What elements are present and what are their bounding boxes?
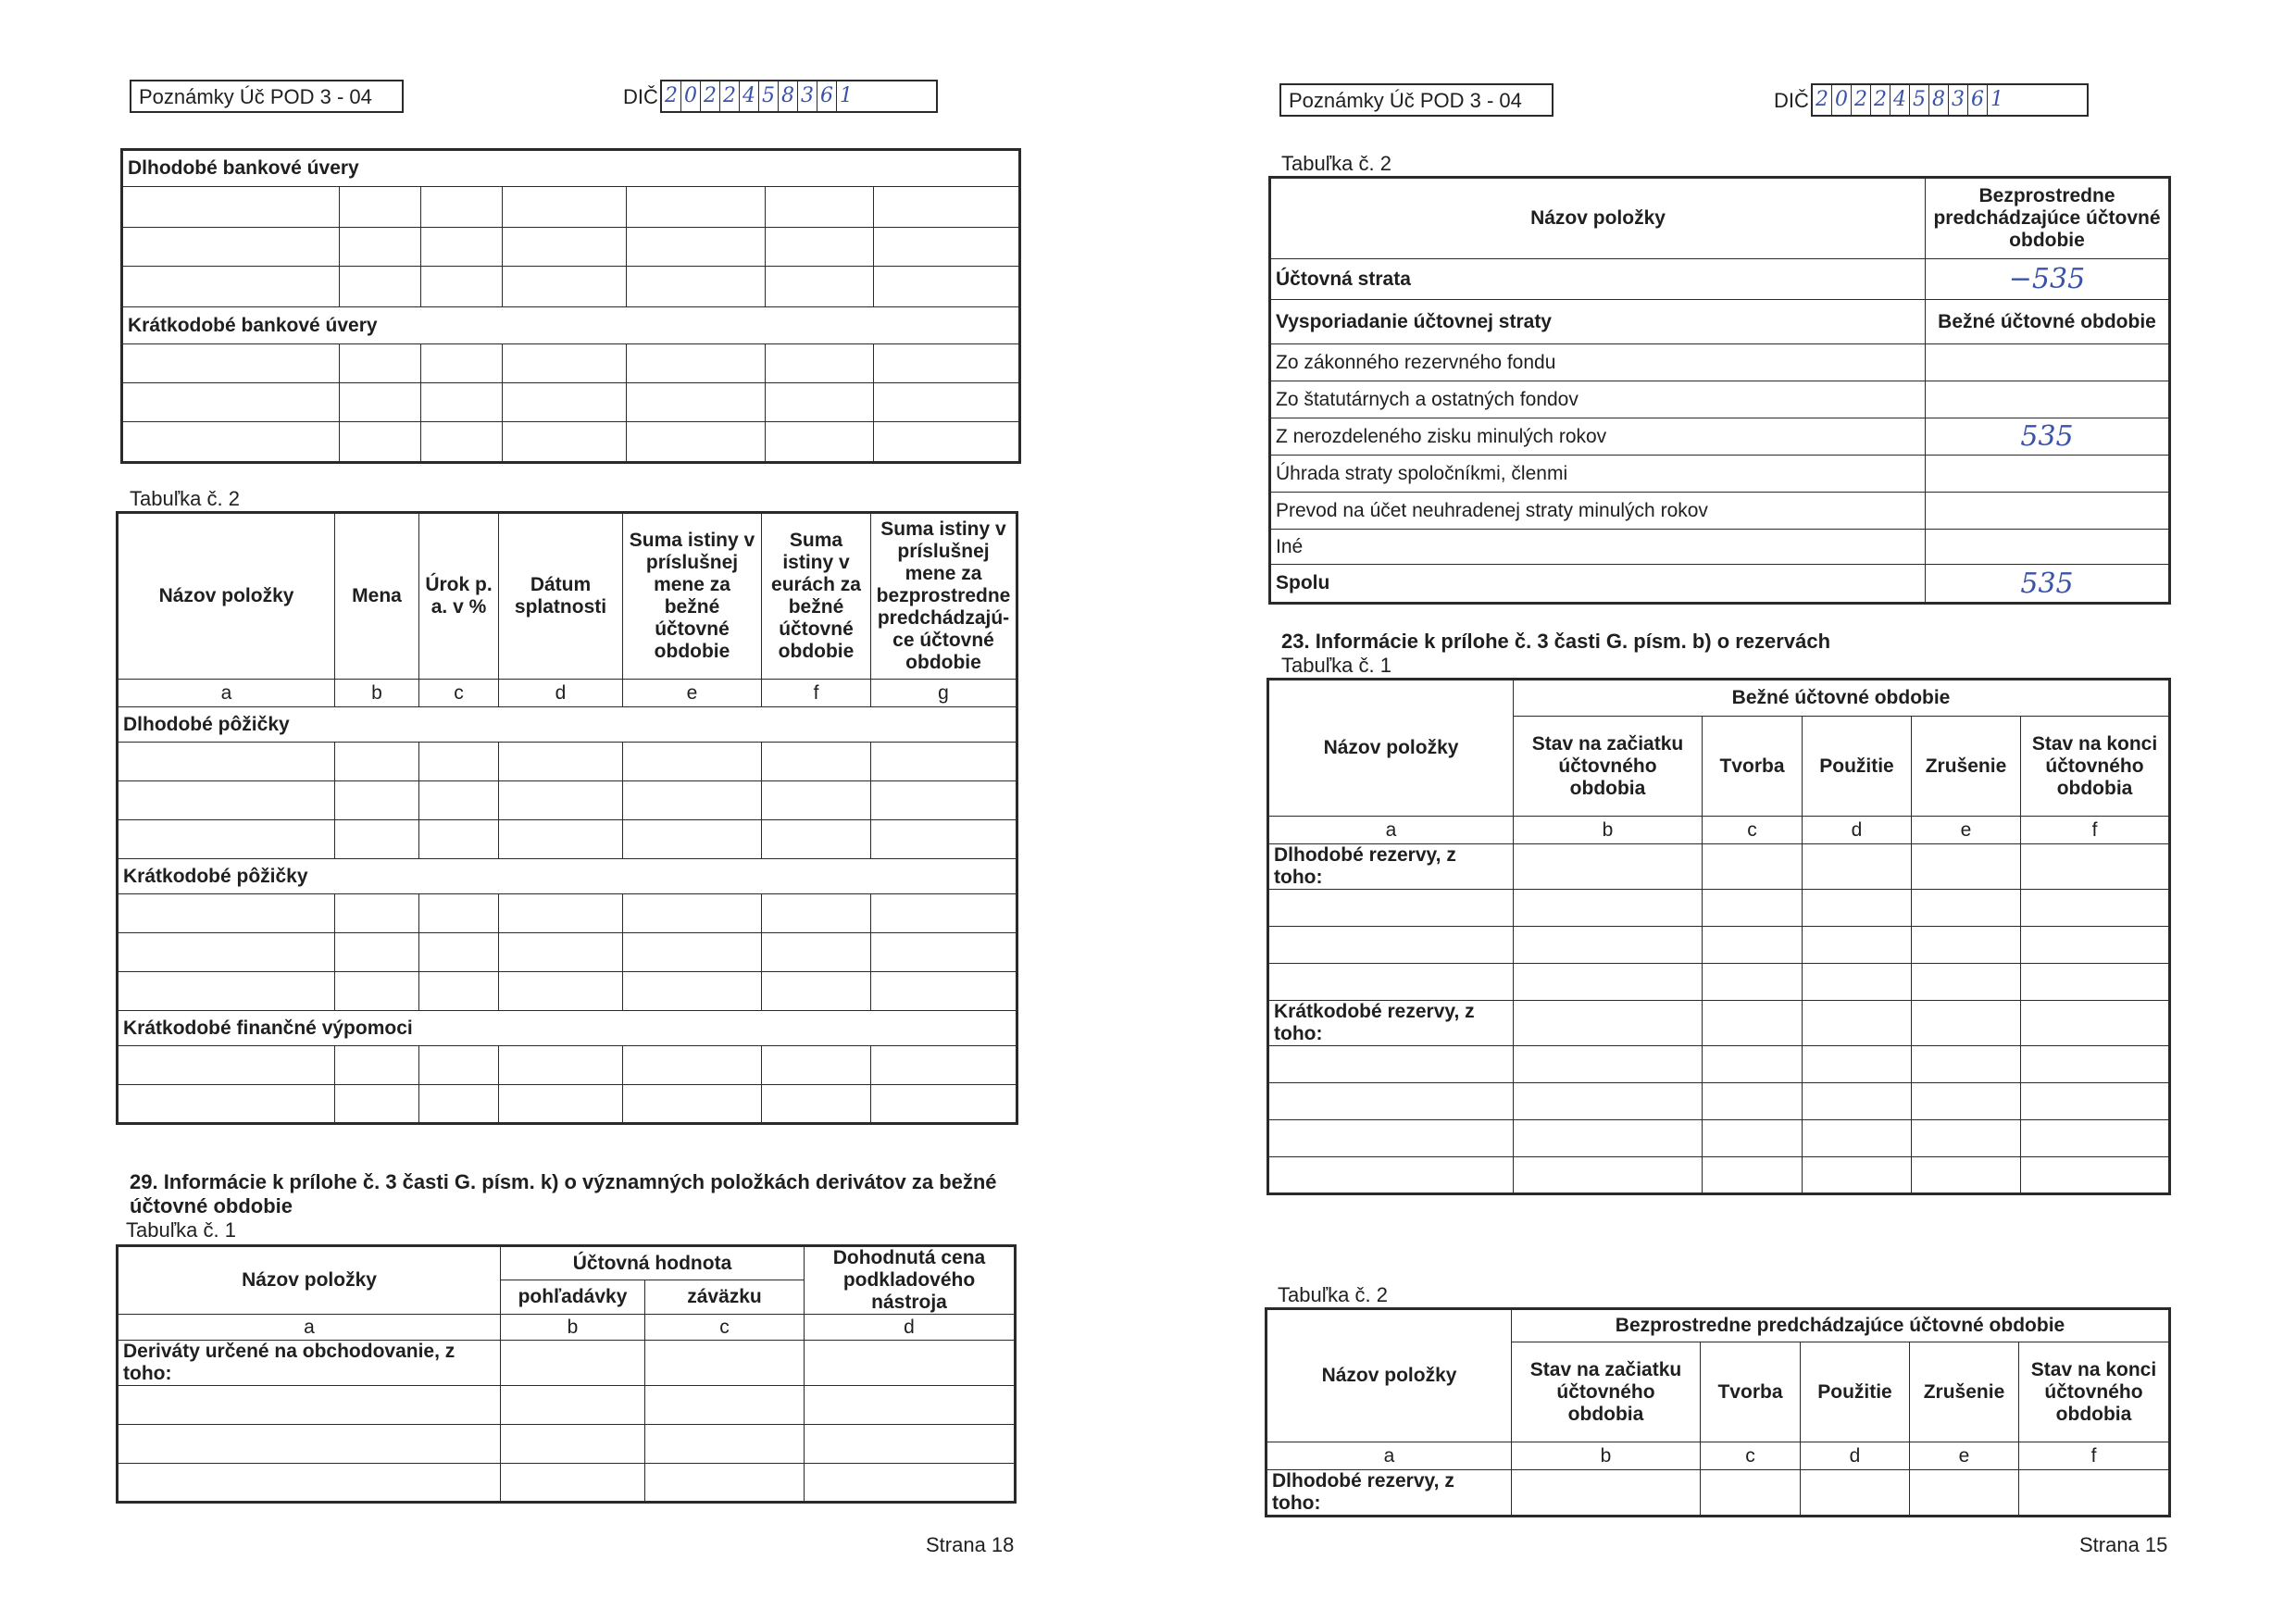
- cell[interactable]: [122, 187, 340, 228]
- total-label: Spolu: [1270, 565, 1926, 604]
- cell[interactable]: [1514, 964, 1703, 1001]
- form-id: Poznámky Úč POD 3 - 04: [1289, 89, 1522, 112]
- cell[interactable]: [2021, 1001, 2170, 1046]
- cell[interactable]: [645, 1425, 805, 1464]
- col-header-payables: záväzku: [645, 1280, 805, 1315]
- cell[interactable]: [874, 228, 1020, 267]
- col-letter: c: [645, 1315, 805, 1341]
- col-letter: f: [2019, 1442, 2170, 1470]
- col-header-interest: Úrok p. a. v %: [419, 513, 499, 680]
- cell[interactable]: [623, 894, 762, 933]
- cell[interactable]: [335, 894, 419, 933]
- col-header-principal-eur: Suma istiny v eurách za bežné účtovné obdobie: [762, 513, 871, 680]
- col-header-usage: Použitie: [1801, 1342, 1910, 1442]
- page-number: Strana 18: [926, 1533, 1015, 1556]
- cell[interactable]: [627, 422, 766, 463]
- cell[interactable]: [340, 187, 421, 228]
- col-header-name: Názov položky: [1270, 178, 1926, 259]
- col-header-usage: Použitie: [1803, 717, 1912, 817]
- cell[interactable]: [762, 781, 871, 820]
- cell[interactable]: [871, 781, 1017, 820]
- cell[interactable]: [1268, 890, 1514, 927]
- cell[interactable]: [645, 1386, 805, 1425]
- dic-digit: 8: [779, 81, 798, 111]
- col-letter: a: [1267, 1442, 1512, 1470]
- col-header-agreed-price: Dohodnutá cena podkladového nástroja: [805, 1246, 1016, 1315]
- loss-settlement-table: [1268, 176, 2171, 605]
- right-page: [1148, 0, 2296, 1623]
- cell[interactable]: [762, 820, 871, 859]
- dic-label: [1774, 89, 1809, 113]
- settlement-row-value[interactable]: [1926, 493, 2170, 530]
- cell[interactable]: [2021, 1046, 2170, 1083]
- cell[interactable]: [1912, 1157, 2021, 1194]
- cell[interactable]: [1803, 1083, 1912, 1120]
- cell[interactable]: [871, 820, 1017, 859]
- cell[interactable]: [419, 894, 499, 933]
- section-23-title: 23. Informácie k prílohe č. 3 časti G. písm. b) o rezervách: [1281, 630, 1831, 653]
- cell[interactable]: [1803, 844, 1912, 890]
- dic-digit: 2: [1813, 85, 1832, 115]
- cell[interactable]: [503, 228, 627, 267]
- accounting-loss-label: Účtovná strata: [1270, 259, 1926, 300]
- settlement-row-value[interactable]: [1926, 530, 2170, 565]
- cell[interactable]: [623, 933, 762, 972]
- cell[interactable]: [1514, 890, 1703, 927]
- cell[interactable]: [1912, 844, 2021, 890]
- cell[interactable]: [766, 228, 874, 267]
- col-header-creation: Tvorba: [1701, 1342, 1801, 1442]
- dic-digit: 4: [740, 81, 759, 111]
- cell[interactable]: [499, 820, 623, 859]
- col-letter: c: [419, 680, 499, 707]
- cell[interactable]: [503, 383, 627, 422]
- cell[interactable]: [419, 1046, 499, 1085]
- cell[interactable]: [766, 422, 874, 463]
- cell[interactable]: [1803, 1157, 1912, 1194]
- col-letter: f: [2021, 817, 2170, 844]
- cell[interactable]: [1703, 927, 1803, 964]
- cell[interactable]: [335, 820, 419, 859]
- cell[interactable]: [499, 1085, 623, 1124]
- long-term-provisions-label: Dlhodobé rezervy, z toho:: [1267, 1470, 1512, 1517]
- cell[interactable]: [1803, 1001, 1912, 1046]
- dic-label-text: DIČ: [623, 85, 658, 108]
- cell[interactable]: [871, 1085, 1017, 1124]
- cell[interactable]: [421, 267, 503, 307]
- page-number: Strana 15: [2079, 1533, 2168, 1556]
- cell[interactable]: [1703, 844, 1803, 890]
- cell[interactable]: [805, 1341, 1016, 1386]
- cell[interactable]: [118, 1386, 501, 1425]
- cell[interactable]: [1803, 890, 1912, 927]
- dic-digit: 1: [840, 84, 853, 107]
- col-letter: f: [762, 680, 871, 707]
- cell[interactable]: [805, 1425, 1016, 1464]
- cell[interactable]: [627, 187, 766, 228]
- cell[interactable]: [623, 972, 762, 1011]
- cell[interactable]: [340, 383, 421, 422]
- cell[interactable]: [1512, 1470, 1701, 1517]
- cell[interactable]: [2021, 1083, 2170, 1120]
- cell[interactable]: [623, 743, 762, 781]
- cell[interactable]: [1268, 1046, 1514, 1083]
- col-header-prev-period: Bezprostredne predchádzajúce účtovné obdobie: [1926, 178, 2170, 259]
- cell[interactable]: [874, 422, 1020, 463]
- col-letter: c: [1701, 1442, 1801, 1470]
- cell[interactable]: [762, 1046, 871, 1085]
- cell[interactable]: [501, 1464, 645, 1503]
- cell[interactable]: [421, 422, 503, 463]
- cell[interactable]: [340, 267, 421, 307]
- col-letter: d: [805, 1315, 1016, 1341]
- cell[interactable]: [122, 344, 340, 383]
- col-letter: e: [1912, 817, 2021, 844]
- col-letter: a: [1268, 817, 1514, 844]
- cell[interactable]: [2021, 964, 2170, 1001]
- cell[interactable]: [871, 894, 1017, 933]
- cell[interactable]: [1912, 1120, 2021, 1157]
- cell[interactable]: [118, 781, 335, 820]
- dic-digit: 4: [1890, 85, 1910, 115]
- cell[interactable]: [627, 267, 766, 307]
- cell[interactable]: [419, 781, 499, 820]
- cell[interactable]: [871, 933, 1017, 972]
- bank-loans-table: [120, 148, 1021, 464]
- cell[interactable]: [2021, 890, 2170, 927]
- cell[interactable]: [503, 267, 627, 307]
- dic-number-boxes: [660, 80, 938, 113]
- col-letter: d: [1803, 817, 1912, 844]
- cell[interactable]: [335, 972, 419, 1011]
- cell[interactable]: [1268, 1157, 1514, 1194]
- cell[interactable]: [501, 1341, 645, 1386]
- cell[interactable]: [122, 422, 340, 463]
- cell[interactable]: [1514, 1046, 1703, 1083]
- col-letter: b: [1512, 1442, 1701, 1470]
- col-header-name: Názov položky: [1268, 680, 1514, 817]
- settlement-row-label: Úhrada straty spoločníkmi, členmi: [1270, 456, 1926, 493]
- cell[interactable]: [766, 344, 874, 383]
- col-header-cancellation: Zrušenie: [1910, 1342, 2019, 1442]
- settlement-row-label: Prevod na účet neuhradenej straty minulých rokov: [1270, 493, 1926, 530]
- dic-digit: 2: [701, 81, 720, 111]
- dic-digit: 0: [1832, 85, 1852, 115]
- cell[interactable]: [1514, 927, 1703, 964]
- settlement-row-value[interactable]: [1926, 344, 2170, 381]
- cell[interactable]: [501, 1425, 645, 1464]
- settlement-row-label: Zo zákonného rezervného fondu: [1270, 344, 1926, 381]
- cell[interactable]: [499, 894, 623, 933]
- cell[interactable]: [503, 422, 627, 463]
- col-header-name: Názov položky: [118, 1246, 501, 1315]
- form-id-box: [1279, 83, 1554, 117]
- cell[interactable]: [1268, 927, 1514, 964]
- col-letter: e: [1910, 1442, 2019, 1470]
- cell[interactable]: [340, 344, 421, 383]
- cell[interactable]: [1514, 1083, 1703, 1120]
- cell[interactable]: [499, 781, 623, 820]
- col-letter: d: [499, 680, 623, 707]
- cell[interactable]: [118, 933, 335, 972]
- loans-table: [116, 511, 1018, 1125]
- col-header-current-period: Bežné účtovné obdobie: [1926, 300, 2170, 344]
- cell[interactable]: [874, 344, 1020, 383]
- cell[interactable]: [1912, 890, 2021, 927]
- cell[interactable]: [335, 1046, 419, 1085]
- cell[interactable]: [1703, 1001, 1803, 1046]
- settlement-row-label: Iné: [1270, 530, 1926, 565]
- cell[interactable]: [118, 894, 335, 933]
- cell[interactable]: [1803, 1120, 1912, 1157]
- short-term-bank-loans-label: Krátkodobé bankové úvery: [122, 307, 1020, 344]
- col-letter: g: [871, 680, 1017, 707]
- dic-digit: 0: [681, 81, 701, 111]
- cell[interactable]: [421, 187, 503, 228]
- dic-digit: 5: [759, 81, 779, 111]
- dic-digit: 2: [662, 81, 681, 111]
- cell[interactable]: [118, 972, 335, 1011]
- col-letter: e: [623, 680, 762, 707]
- cell[interactable]: [1912, 1001, 2021, 1046]
- dic-digit: 2: [1871, 85, 1890, 115]
- dic-digit: 3: [1949, 85, 1968, 115]
- cell[interactable]: [1268, 1083, 1514, 1120]
- cell[interactable]: [874, 383, 1020, 422]
- dic-digit: 2: [1852, 85, 1871, 115]
- cell[interactable]: [874, 267, 1020, 307]
- settlement-row-value[interactable]: [1926, 456, 2170, 493]
- col-letter: c: [1703, 817, 1803, 844]
- dic-digit: 3: [798, 81, 817, 111]
- cell[interactable]: [421, 228, 503, 267]
- cell[interactable]: [623, 1085, 762, 1124]
- cell[interactable]: [762, 743, 871, 781]
- cell[interactable]: [2021, 927, 2170, 964]
- cell[interactable]: [805, 1386, 1016, 1425]
- cell[interactable]: [118, 1046, 335, 1085]
- col-header-closing-balance: Stav na konci účtovného obdobia: [2021, 717, 2170, 817]
- cell[interactable]: [419, 820, 499, 859]
- cell[interactable]: [1703, 1046, 1803, 1083]
- col-header-opening-balance: Stav na začiatku účtovného obdobia: [1514, 717, 1703, 817]
- col-letter: a: [118, 680, 335, 707]
- dic-label-text: DIČ: [1774, 89, 1809, 112]
- cell[interactable]: [118, 1085, 335, 1124]
- dic-digit: 8: [1929, 85, 1949, 115]
- cell[interactable]: [118, 820, 335, 859]
- cell[interactable]: [1703, 890, 1803, 927]
- cell[interactable]: [1910, 1470, 2019, 1517]
- cell[interactable]: [499, 1046, 623, 1085]
- dic-digit: 1: [1990, 88, 2003, 111]
- cell[interactable]: [623, 1046, 762, 1085]
- cell[interactable]: [1803, 964, 1912, 1001]
- cell[interactable]: [118, 1425, 501, 1464]
- cell[interactable]: [627, 383, 766, 422]
- cell[interactable]: [340, 422, 421, 463]
- col-header-currency: Mena: [335, 513, 419, 680]
- cell[interactable]: [2021, 844, 2170, 890]
- cell[interactable]: [645, 1341, 805, 1386]
- form-id: Poznámky Úč POD 3 - 04: [139, 85, 372, 108]
- cell[interactable]: [335, 743, 419, 781]
- col-header-current-period: Bežné účtovné obdobie: [1514, 680, 2170, 717]
- long-term-provisions-label: Dlhodobé rezervy, z toho:: [1268, 844, 1514, 890]
- cell[interactable]: [1912, 1046, 2021, 1083]
- accounting-loss-value[interactable]: −535: [1926, 259, 2170, 300]
- cell[interactable]: [766, 187, 874, 228]
- cell[interactable]: [2019, 1470, 2170, 1517]
- table2-caption: Tabuľka č. 2: [1281, 152, 1391, 175]
- cell[interactable]: [421, 383, 503, 422]
- col-header-name: Názov položky: [1267, 1309, 1512, 1442]
- settlement-row-label: Z nerozdeleného zisku minulých rokov: [1270, 418, 1926, 456]
- cell[interactable]: [118, 1464, 501, 1503]
- cell[interactable]: [871, 1046, 1017, 1085]
- cell[interactable]: [118, 743, 335, 781]
- provisions-prev-table: [1265, 1307, 2171, 1517]
- cell[interactable]: [335, 933, 419, 972]
- cell[interactable]: [623, 820, 762, 859]
- cell[interactable]: [419, 1085, 499, 1124]
- cell[interactable]: [501, 1386, 645, 1425]
- col-header-name: Názov položky: [118, 513, 335, 680]
- cell[interactable]: [1514, 1001, 1703, 1046]
- cell[interactable]: [1703, 964, 1803, 1001]
- dic-digit: 6: [817, 81, 837, 111]
- settlement-row-value[interactable]: 535: [1926, 418, 2170, 456]
- loss-settlement-label: Vysporiadanie účtovnej straty: [1270, 300, 1926, 344]
- cell[interactable]: [645, 1464, 805, 1503]
- dic-digit: 6: [1968, 85, 1988, 115]
- cell[interactable]: [627, 228, 766, 267]
- col-header-cancellation: Zrušenie: [1912, 717, 2021, 817]
- dic-digit: 5: [1910, 85, 1929, 115]
- col-header-opening-balance: Stav na začiatku účtovného obdobia: [1512, 1342, 1701, 1442]
- cell[interactable]: [335, 781, 419, 820]
- cell[interactable]: [762, 1085, 871, 1124]
- form-id-box: [130, 80, 404, 113]
- long-term-bank-loans-label: Dlhodobé bankové úvery: [122, 150, 1020, 187]
- cell[interactable]: [1801, 1470, 1910, 1517]
- cell[interactable]: [623, 781, 762, 820]
- cell[interactable]: [2021, 1120, 2170, 1157]
- cell[interactable]: [805, 1464, 1016, 1503]
- col-header-receivables: pohľadávky: [501, 1280, 645, 1315]
- cell[interactable]: [1703, 1083, 1803, 1120]
- cell[interactable]: [762, 894, 871, 933]
- col-header-closing-balance: Stav na konci účtovného obdobia: [2019, 1342, 2170, 1442]
- cell[interactable]: [2021, 1157, 2170, 1194]
- cell[interactable]: [762, 933, 871, 972]
- dic-label: [623, 85, 658, 109]
- cell[interactable]: [419, 933, 499, 972]
- dic-digit: 2: [720, 81, 740, 111]
- cell[interactable]: [1268, 1120, 1514, 1157]
- col-letter: d: [1801, 1442, 1910, 1470]
- cell[interactable]: [499, 972, 623, 1011]
- col-header-maturity: Dátum splatnosti: [499, 513, 623, 680]
- derivatives-trading-label: Deriváty určené na obchodovanie, z toho:: [118, 1341, 501, 1386]
- derivatives-table: [116, 1244, 1017, 1504]
- short-term-provisions-label: Krátkodobé rezervy, z toho:: [1268, 1001, 1514, 1046]
- cell[interactable]: [1514, 844, 1703, 890]
- cell[interactable]: [503, 187, 627, 228]
- cell[interactable]: [122, 267, 340, 307]
- col-header-principal-currency: Suma istiny v príslušnej mene za bežné účtovné obdobie: [623, 513, 762, 680]
- short-term-aid-label: Krátkodobé finančné výpomoci: [118, 1011, 1017, 1046]
- section-29-title: 29. Informácie k prílohe č. 3 časti G. písm. k) o významných položkách derivátov za bežné účtovné obdobie: [130, 1170, 997, 1217]
- cell[interactable]: [1912, 964, 2021, 1001]
- col-letter: a: [118, 1315, 501, 1341]
- cell[interactable]: [335, 1085, 419, 1124]
- table2-caption: Tabuľka č. 2: [130, 487, 240, 510]
- cell[interactable]: [419, 972, 499, 1011]
- cell[interactable]: [1268, 964, 1514, 1001]
- cell[interactable]: [762, 972, 871, 1011]
- cell[interactable]: [871, 972, 1017, 1011]
- cell[interactable]: [766, 267, 874, 307]
- cell[interactable]: [1701, 1470, 1801, 1517]
- cell[interactable]: [1912, 1083, 2021, 1120]
- cell[interactable]: [1703, 1157, 1803, 1194]
- settlement-row-value[interactable]: [1926, 381, 2170, 418]
- col-header-carrying-value: Účtovná hodnota: [501, 1246, 805, 1280]
- section-29-caption: Tabuľka č. 1: [126, 1218, 236, 1242]
- cell[interactable]: [1514, 1157, 1703, 1194]
- short-term-loans-label: Krátkodobé pôžičky: [118, 859, 1017, 894]
- col-header-principal-prev: Suma istiny v príslušnej mene za bezprostredne predchádzajú-ce účtovné obdobie: [871, 513, 1017, 680]
- cell[interactable]: [627, 344, 766, 383]
- cell[interactable]: [499, 933, 623, 972]
- dic-number-boxes: [1811, 83, 2089, 117]
- long-term-loans-label: Dlhodobé pôžičky: [118, 707, 1017, 743]
- section-23-caption1: Tabuľka č. 1: [1281, 654, 1391, 677]
- total-value[interactable]: 535: [1926, 565, 2170, 604]
- provisions-current-table: [1267, 678, 2171, 1195]
- cell[interactable]: [503, 344, 627, 383]
- cell[interactable]: [499, 743, 623, 781]
- settlement-row-label: Zo štatutárnych a ostatných fondov: [1270, 381, 1926, 418]
- cell[interactable]: [1803, 1046, 1912, 1083]
- cell[interactable]: [874, 187, 1020, 228]
- cell[interactable]: [421, 344, 503, 383]
- cell[interactable]: [766, 383, 874, 422]
- cell[interactable]: [871, 743, 1017, 781]
- cell[interactable]: [1803, 927, 1912, 964]
- col-letter: b: [1514, 817, 1703, 844]
- col-header-creation: Tvorba: [1703, 717, 1803, 817]
- col-header-prev-period: Bezprostredne predchádzajúce účtovné obdobie: [1512, 1309, 2170, 1342]
- col-letter: b: [501, 1315, 645, 1341]
- cell[interactable]: [1912, 927, 2021, 964]
- cell[interactable]: [1703, 1120, 1803, 1157]
- cell[interactable]: [419, 743, 499, 781]
- cell[interactable]: [122, 228, 340, 267]
- col-letter: b: [335, 680, 419, 707]
- cell[interactable]: [340, 228, 421, 267]
- cell[interactable]: [122, 383, 340, 422]
- section-23-caption2: Tabuľka č. 2: [1278, 1283, 1388, 1306]
- cell[interactable]: [1514, 1120, 1703, 1157]
